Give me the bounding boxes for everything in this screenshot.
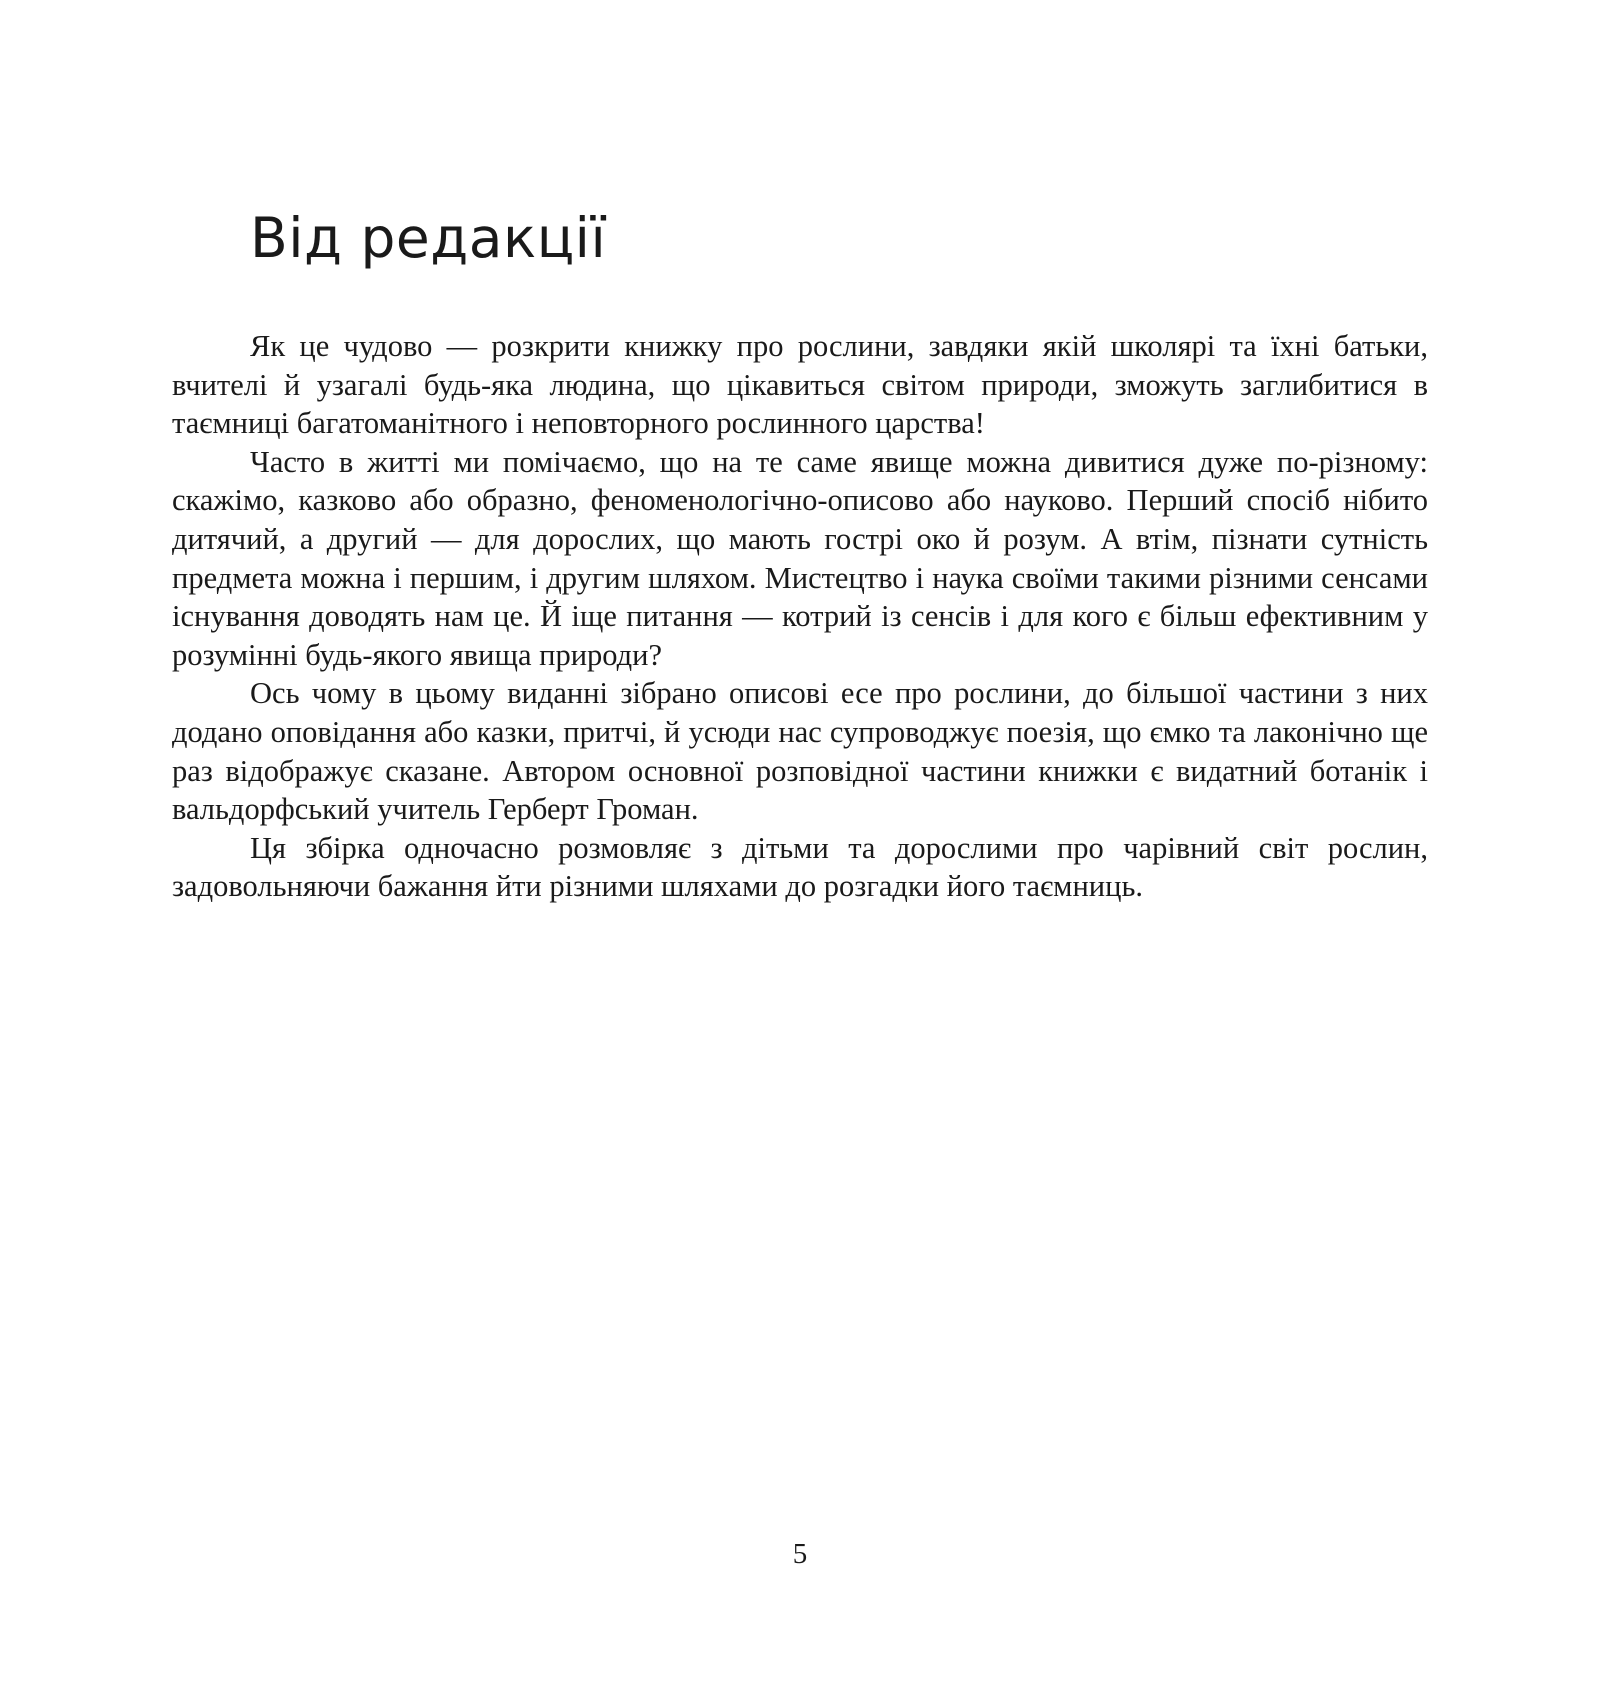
paragraph-4: Ця збірка одночасно розмовляє з дітьми та дорослими про чарівний світ рослин, задовольняючи бажання йти різними шляхами до розгадки його таємниць. (172, 830, 1428, 904)
paragraph-1: Як це чудово — розкрити книжку про рослини, завдяки якій школярі та їхні батьки, вчителі й узагалі будь-яка людина, що цікавиться світом природи, зможуть заглибитися в таємниці багатоманітного і неповторного рослинного царства! (172, 329, 1428, 441)
page-title: Від редакції (250, 206, 607, 270)
paragraph-3: Ось чому в цьому виданні зібрано описові есе про рослини, до більшої частини з них додано оповідання або казки, притчі, й усюди нас супроводжує поезія, що ємко та лаконічно ще раз відображує сказане. Автором основної розповідної частини книжки є видатний ботанік і вальдорфський учитель Герберт Громан. (172, 676, 1428, 827)
paragraph-2: Часто в житті ми помічаємо, що на те саме явище можна дивитися дуже по-різному: скажімо, казково або образно, феноменологічно-описово або науково. Перший спосіб нібито дитячий, а другий — для дорослих, що мають гострі око й розум. А втім, пізнати сутність предмета можна і першим, і другим шляхом. Мистецтво і наука своїми такими різними сенсами існування доводять нам це. Й іще питання — котрий із сенсів і для кого є більш ефективним у розумінні будь-якого явища природи? (172, 444, 1428, 672)
page-number: 5 (792, 1538, 808, 1570)
editorial-text (172, 327, 1428, 906)
